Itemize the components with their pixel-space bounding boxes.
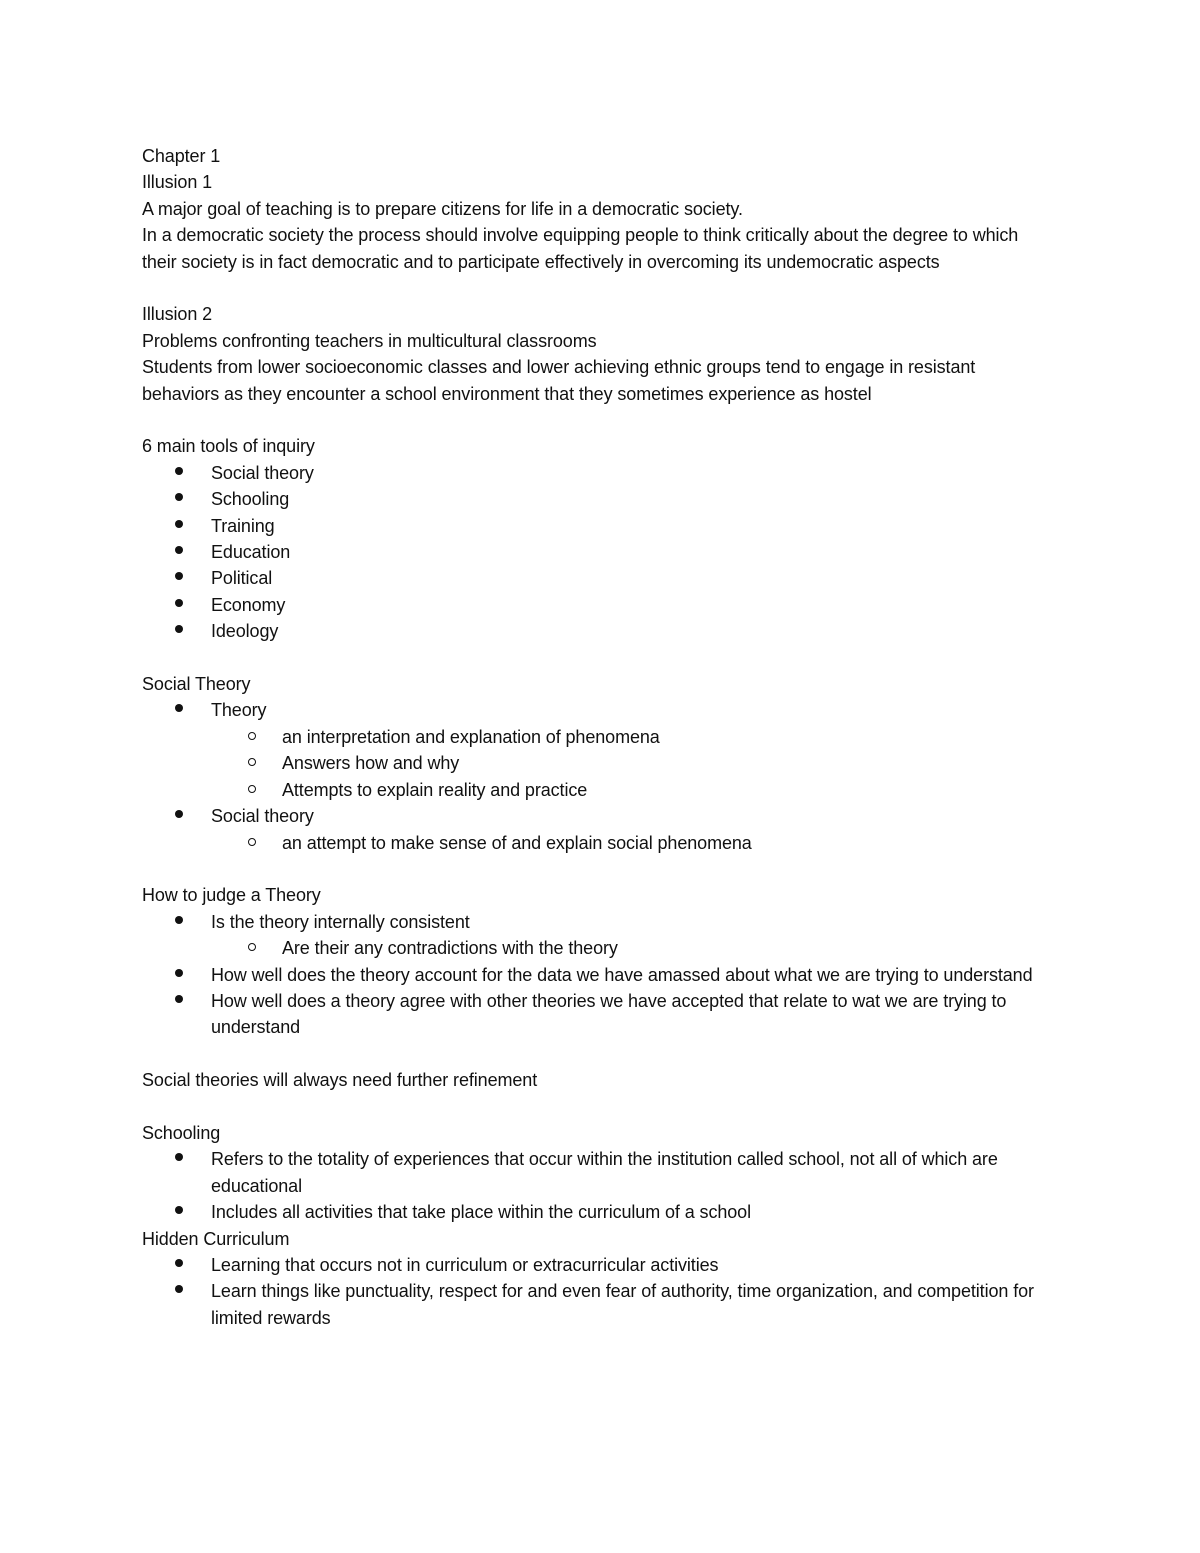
bullet-icon bbox=[175, 1259, 183, 1267]
sub-list bbox=[142, 935, 1052, 961]
list-item-text: Includes all activities that take place within the curriculum of a school bbox=[211, 1202, 751, 1223]
schooling-title: Schooling bbox=[142, 1122, 221, 1143]
tools-title: 6 main tools of inquiry bbox=[142, 436, 315, 457]
refinement-note: Social theories will always need further refinement bbox=[142, 1070, 538, 1091]
list-item-text: Education bbox=[211, 542, 291, 563]
list-item-text: How well does the theory account for the data we have amassed about what we are trying to understand bbox=[211, 964, 1033, 985]
bullet-icon bbox=[175, 969, 183, 977]
spacer bbox=[142, 1094, 1052, 1120]
social-theory-list bbox=[142, 697, 1052, 723]
judge-list bbox=[142, 909, 1052, 935]
hollow-bullet-icon bbox=[248, 758, 256, 766]
sub-list bbox=[142, 724, 1052, 803]
spacer bbox=[142, 275, 1052, 301]
judge-title: How to judge a Theory bbox=[142, 885, 321, 906]
sub-list-item-text: Are their any contradictions with the theory bbox=[282, 938, 618, 959]
schooling-list bbox=[142, 1146, 1052, 1225]
list-item-text: Refers to the totality of experiences that occur within the institution called school, not all of which are educational bbox=[211, 1149, 998, 1196]
list-item bbox=[142, 697, 1052, 723]
list-item bbox=[142, 460, 1052, 486]
list-item-text: Social theory bbox=[211, 462, 314, 483]
bullet-icon bbox=[175, 467, 183, 475]
bullet-icon bbox=[175, 916, 183, 924]
sub-list-item bbox=[142, 935, 1052, 961]
illusion-2-line: Problems confronting teachers in multicultural classrooms bbox=[142, 330, 597, 351]
spacer bbox=[142, 645, 1052, 671]
list-item-text: Ideology bbox=[211, 621, 279, 642]
bullet-icon bbox=[175, 810, 183, 818]
hidden-curriculum-title: Hidden Curriculum bbox=[142, 1228, 290, 1249]
bullet-icon bbox=[175, 1206, 183, 1214]
hollow-bullet-icon bbox=[248, 943, 256, 951]
bullet-icon bbox=[175, 995, 183, 1003]
list-item-text: Learn things like punctuality, respect for and even fear of authority, time organization, and competition for limited rewards bbox=[211, 1281, 1034, 1328]
list-item bbox=[142, 618, 1052, 644]
list-item bbox=[142, 513, 1052, 539]
list-item bbox=[142, 803, 1052, 829]
illusion-1-line: In a democratic society the process should involve equipping people to think critically about the degree to which their society is in fact democratic and to participate effectively in overcoming its undemocratic aspects bbox=[142, 225, 1019, 272]
bullet-icon bbox=[175, 520, 183, 528]
list-item-text: Political bbox=[211, 568, 273, 589]
list-item bbox=[142, 1146, 1052, 1199]
bullet-icon bbox=[175, 625, 183, 633]
list-item bbox=[142, 1252, 1052, 1278]
list-item bbox=[142, 909, 1052, 935]
illusion-1-line: A major goal of teaching is to prepare citizens for life in a democratic society. bbox=[142, 198, 743, 219]
document-body bbox=[142, 143, 1052, 1331]
tools-list bbox=[142, 460, 1052, 645]
list-item-text: How well does a theory agree with other theories we have accepted that relate to wat we are trying to understand bbox=[211, 990, 1007, 1038]
bullet-icon bbox=[175, 546, 183, 554]
hollow-bullet-icon bbox=[248, 838, 256, 846]
sub-list-item bbox=[142, 777, 1052, 803]
list-item bbox=[142, 539, 1052, 565]
bullet-icon bbox=[175, 599, 183, 607]
chapter-heading: Chapter 1 bbox=[142, 146, 221, 166]
list-item-text: Learning that occurs not in curriculum or extracurricular activities bbox=[211, 1254, 719, 1275]
illusion-1-title: Illusion 1 bbox=[142, 172, 213, 193]
illusion-2-line: Students from lower socioeconomic classes and lower achieving ethnic groups tend to engage in resistant behaviors as they encounter a school environment that they sometimes experience as hostel bbox=[142, 357, 976, 404]
spacer bbox=[142, 407, 1052, 433]
list-item bbox=[142, 962, 1052, 988]
bullet-icon bbox=[175, 1153, 183, 1161]
list-item bbox=[142, 1199, 1052, 1225]
spacer bbox=[142, 856, 1052, 882]
hollow-bullet-icon bbox=[248, 732, 256, 740]
sub-list-item bbox=[142, 830, 1052, 856]
sub-list-item-text: Attempts to explain reality and practice bbox=[282, 779, 588, 800]
social-theory-title: Social Theory bbox=[142, 674, 251, 695]
list-item-text: Theory bbox=[211, 700, 267, 721]
hidden-curriculum-list bbox=[142, 1252, 1052, 1331]
sub-list-item-text: an attempt to make sense of and explain social phenomena bbox=[282, 832, 752, 853]
list-item-text: Economy bbox=[211, 594, 286, 615]
hollow-bullet-icon bbox=[248, 785, 256, 793]
bullet-icon bbox=[175, 704, 183, 712]
list-item-text: Training bbox=[211, 515, 275, 536]
sub-list-item-text: an interpretation and explanation of phenomena bbox=[282, 726, 660, 747]
sub-list-item bbox=[142, 750, 1052, 776]
list-item-text: Social theory bbox=[211, 806, 314, 827]
illusion-2-title: Illusion 2 bbox=[142, 304, 213, 325]
sub-list-item bbox=[142, 724, 1052, 750]
list-item bbox=[142, 486, 1052, 512]
sub-list bbox=[142, 830, 1052, 856]
social-theory-list bbox=[142, 803, 1052, 829]
bullet-icon bbox=[175, 493, 183, 501]
bullet-icon bbox=[175, 572, 183, 580]
list-item bbox=[142, 1278, 1052, 1331]
list-item-text: Is the theory internally consistent bbox=[211, 911, 470, 932]
bullet-icon bbox=[175, 1285, 183, 1293]
spacer bbox=[142, 1041, 1052, 1067]
sub-list-item-text: Answers how and why bbox=[282, 753, 460, 774]
judge-list bbox=[142, 962, 1052, 1041]
list-item-text: Schooling bbox=[211, 489, 290, 510]
list-item bbox=[142, 592, 1052, 618]
list-item bbox=[142, 988, 1052, 1041]
list-item bbox=[142, 565, 1052, 591]
